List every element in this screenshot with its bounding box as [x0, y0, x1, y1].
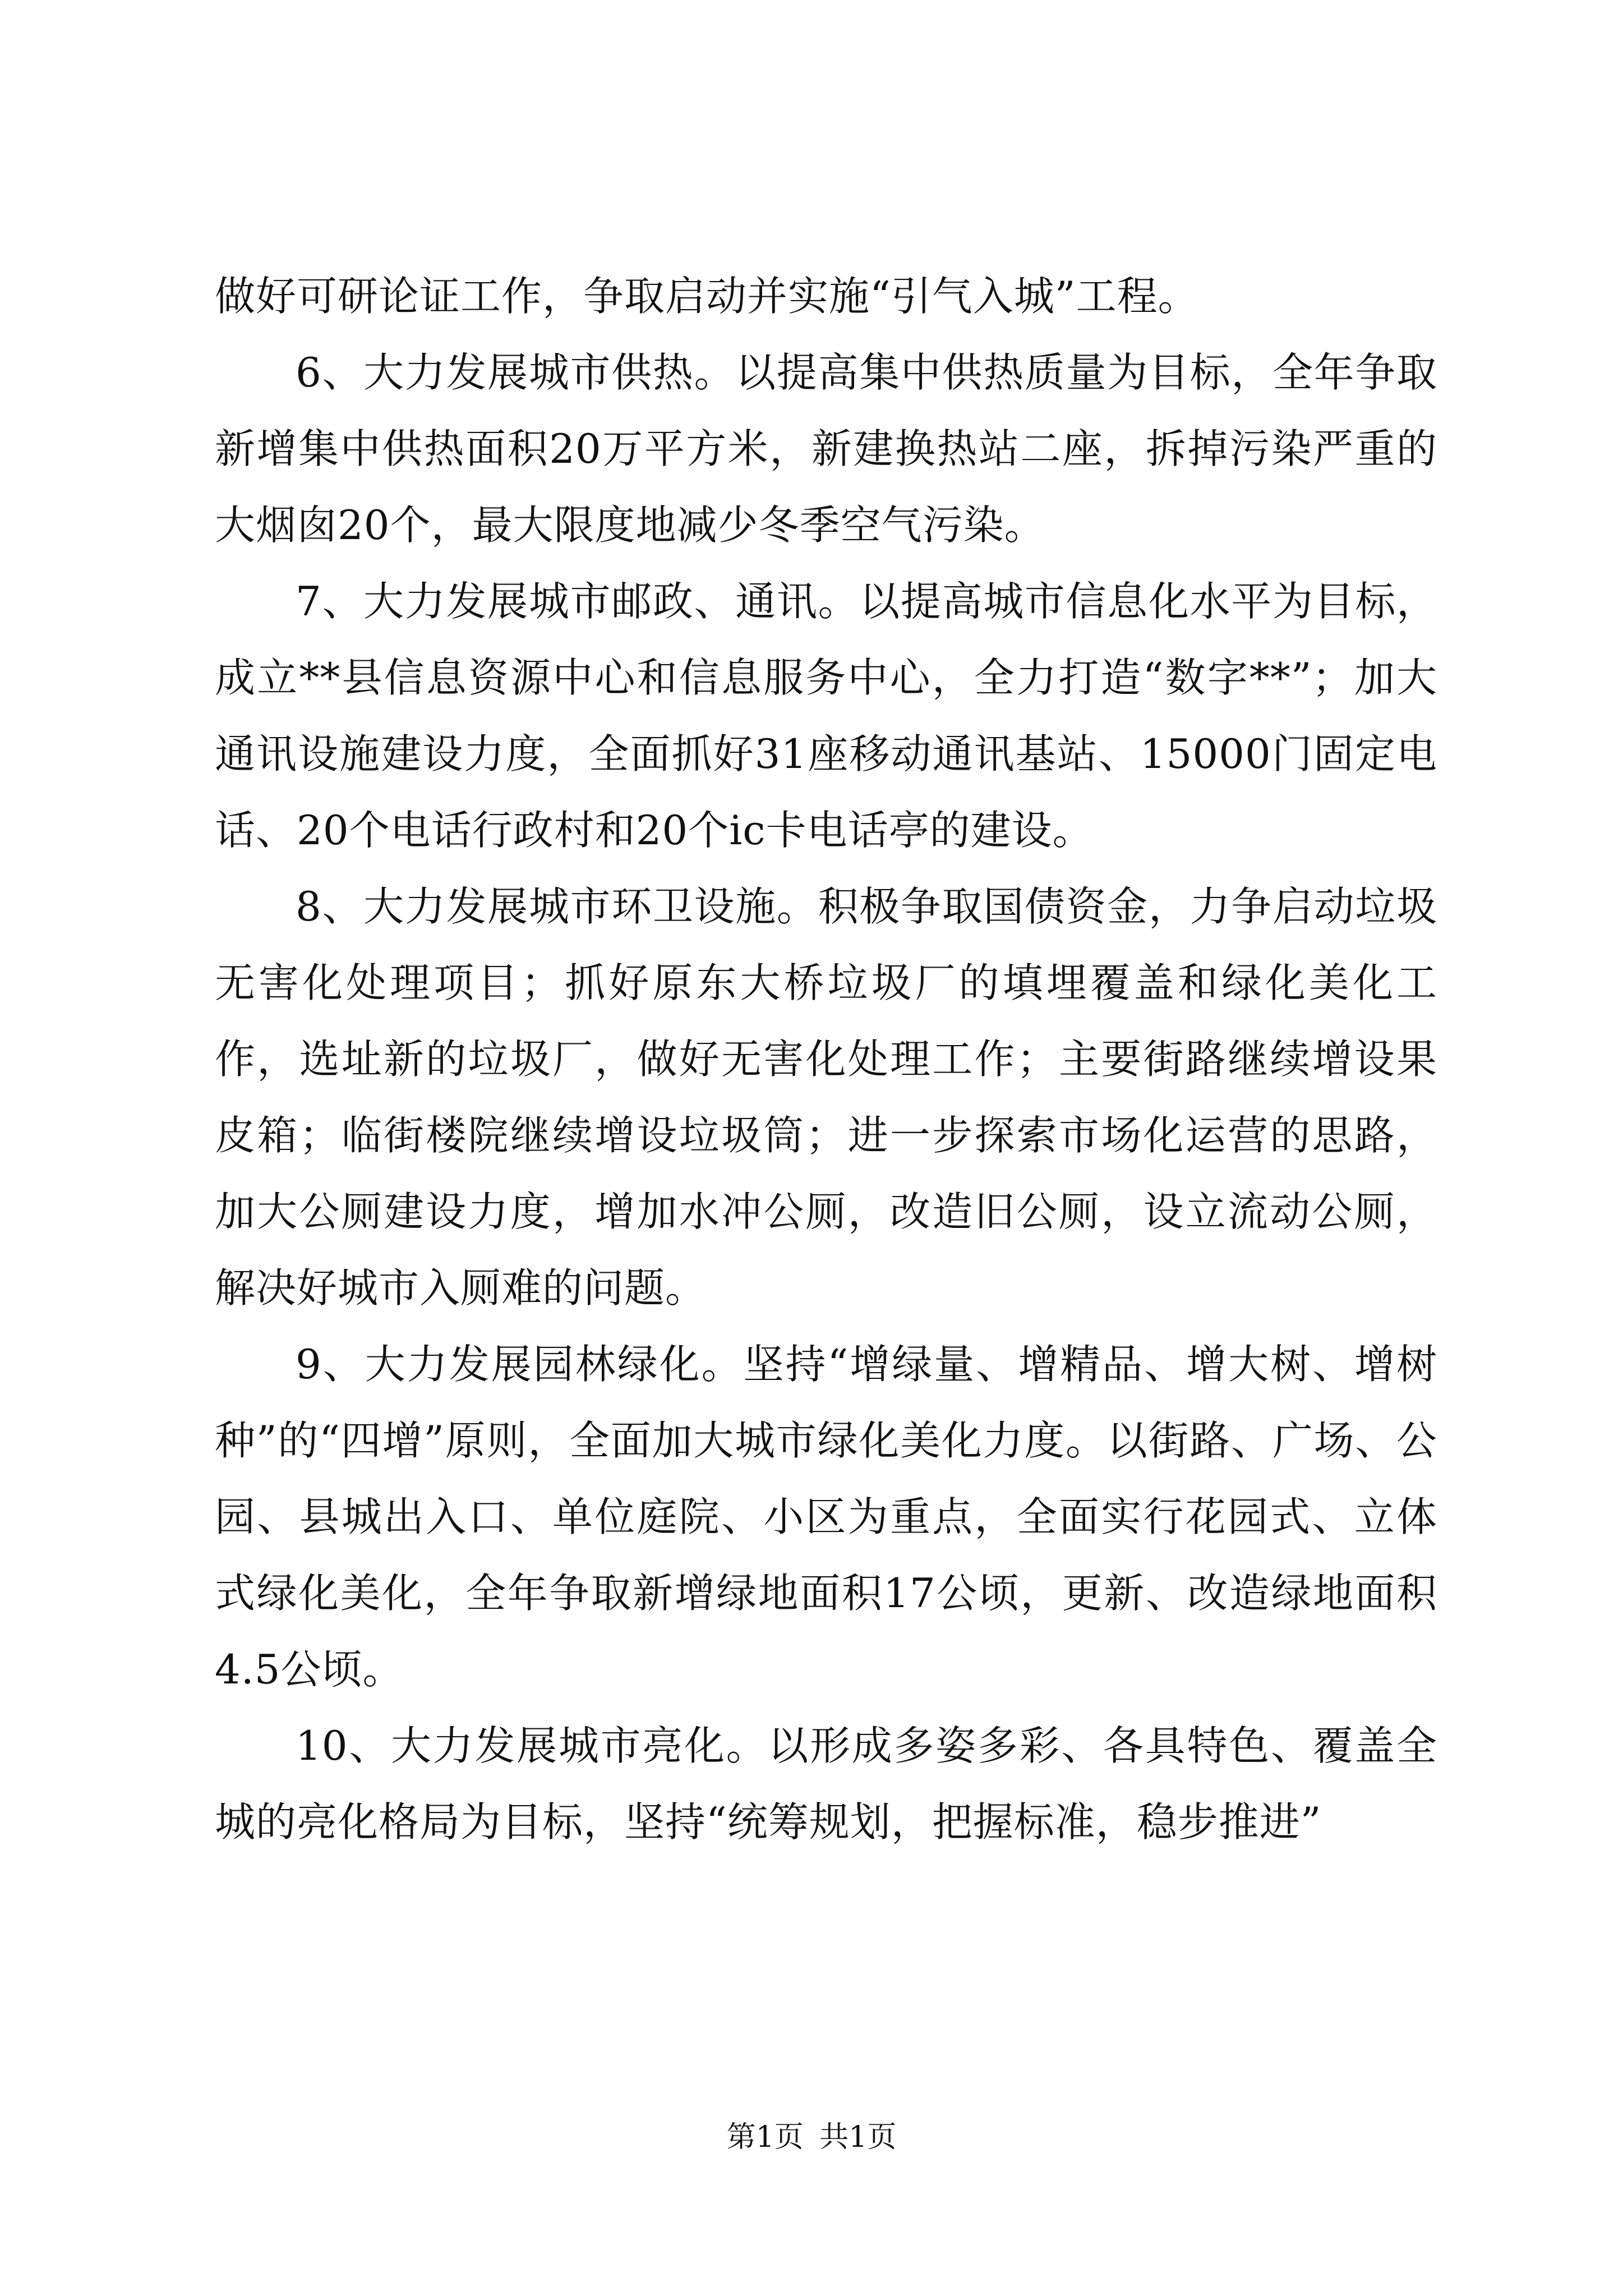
paragraph-item-9-greening: 9、大力发展园林绿化。坚持“增绿量、增精品、增大树、增树种”的“四增”原则，全面加大城市绿化美化力度。以街路、广场、公园、县城出入口、单位庭院、小区为重点，全面实行花园式、立体式绿化美化，全年争取新增绿地面积17公顷，更新、改造绿地面积4.5公顷。 [215, 1341, 1437, 1693]
paragraph-continuation: 做好可研论证工作，争取启动并实施“引气入城”工程。 [215, 273, 1199, 320]
page-footer [0, 2118, 1623, 2157]
page-number: 第1页 [726, 2120, 804, 2154]
paragraph-item-7-telecom: 7、大力发展城市邮政、通讯。以提高城市信息化水平为目标，成立**县信息资源中心和信息服务中心，全力打造“数字**”；加大通讯设施建设力度，全面抓好31座移动通讯基站、15000门固定电话、20个电话行政村和20个ic卡电话亭的建设。 [215, 578, 1437, 854]
paragraph-item-6-heating: 6、大力发展城市供热。以提高集中供热质量为目标，全年争取新增集中供热面积20万平方米，新建换热站二座，拆掉污染严重的大烟囱20个，最大限度地减少冬季空气污染。 [215, 349, 1437, 549]
paragraph-item-10-lighting: 10、大力发展城市亮化。以形成多姿多彩、各具特色、覆盖全城的亮化格局为目标，坚持“统筹规划，把握标准，稳步推进” [215, 1722, 1437, 1846]
document-body [215, 258, 1437, 1860]
page-total: 共1页 [819, 2120, 897, 2154]
paragraph-item-8-sanitation: 8、大力发展城市环卫设施。积极争取国债资金，力争启动垃圾无害化处理项目；抓好原东大桥垃圾厂的填埋覆盖和绿化美化工作，选址新的垃圾厂，做好无害化处理工作；主要街路继续增设果皮箱；临街楼院继续增设垃圾筒；进一步探索市场化运营的思路，加大公厕建设力度，增加水冲公厕，改造旧公厕，设立流动公厕，解决好城市入厕难的问题。 [215, 883, 1437, 1312]
